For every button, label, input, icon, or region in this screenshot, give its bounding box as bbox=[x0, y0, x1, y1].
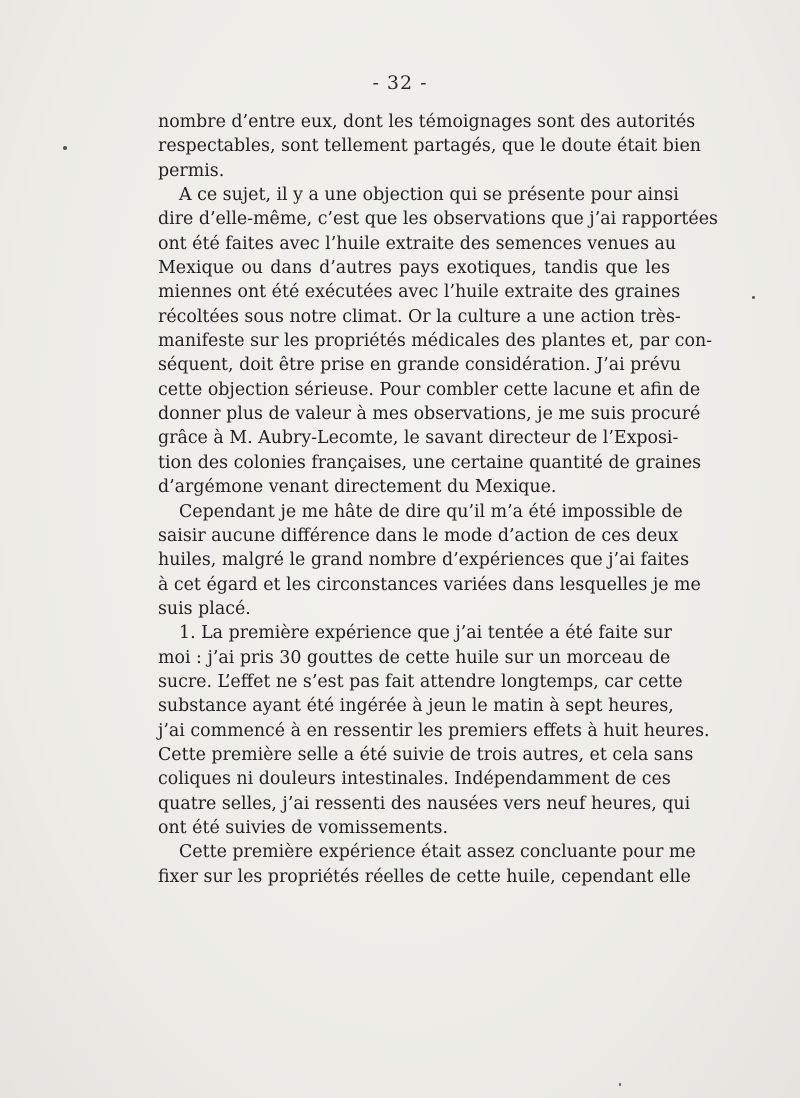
text-line: permis. bbox=[158, 160, 225, 181]
text-line: manifeste sur les propriétés médicales des plantes et, par con- bbox=[158, 331, 713, 352]
text-line: dire d’elle-même, c’est que les observations que j’ai rapportées bbox=[158, 209, 718, 230]
text-line: A ce sujet, il y a une objection qui se présente pour ainsi bbox=[179, 185, 679, 206]
text-line: substance ayant été ingérée à jeun le matin à sept heures, bbox=[158, 696, 674, 717]
body-text bbox=[158, 110, 718, 889]
page-number: - 32 - bbox=[372, 72, 428, 94]
text-line: nombre d’entre eux, dont les témoignages sont des autorités bbox=[158, 112, 696, 132]
text-line: Cependant je me hâte de dire qu’il m’a été impossible de bbox=[179, 501, 683, 522]
text-line: ont été faites avec l’huile extraite des semences venues au bbox=[158, 233, 677, 254]
text-line: j’ai commencé à en ressentir les premiers effets à huit heures. bbox=[158, 720, 710, 741]
text-line: donner plus de valeur à mes observations, je me suis procuré bbox=[158, 404, 701, 425]
text-line: ont été suivies de vomissements. bbox=[158, 817, 448, 838]
scan-speck bbox=[63, 146, 67, 150]
text-line: fixer sur les propriétés réelles de cette huile, cependant elle bbox=[158, 866, 691, 887]
text-line: Cette première expérience était assez concluante pour me bbox=[179, 842, 696, 863]
text-line: d’argémone venant directement du Mexique. bbox=[158, 477, 557, 498]
text-line: sucre. L’effet ne s’est pas fait attendre longtemps, car cette bbox=[158, 671, 683, 692]
text-line: récoltées sous notre climat. Or la culture a une action très- bbox=[158, 306, 681, 327]
text-line: 1. La première expérience que j’ai tentée a été faite sur bbox=[179, 623, 672, 644]
text-line: grâce à M. Aubry-Lecomte, le savant directeur de l’Exposi- bbox=[158, 428, 679, 449]
text-line: Mexique ou dans d’autres pays exotiques, tandis que les bbox=[158, 258, 670, 279]
text-line: à cet égard et les circonstances variées dans lesquelles je me bbox=[158, 574, 701, 595]
text-line: Cette première selle a été suivie de trois autres, et cela sans bbox=[158, 744, 694, 765]
text-line: moi : j’ai pris 30 gouttes de cette huile sur un morceau de bbox=[158, 647, 671, 668]
scan-speck bbox=[619, 1083, 621, 1086]
text-line: quatre selles, j’ai ressenti des nausées vers neuf heures, qui bbox=[158, 793, 691, 814]
text-line: suis placé. bbox=[158, 598, 251, 619]
scan-speck bbox=[752, 296, 755, 299]
text-line: miennes ont été exécutées avec l’huile extraite des graines bbox=[158, 282, 681, 303]
text-line: coliques ni douleurs intestinales. Indépendamment de ces bbox=[158, 769, 671, 790]
text-line: respectables, sont tellement partagés, que le doute était bien bbox=[158, 136, 701, 157]
text-line: huiles, malgré le grand nombre d’expériences que j’ai faites bbox=[158, 550, 690, 571]
text-line: tion des colonies françaises, une certaine quantité de graines bbox=[158, 452, 702, 473]
text-line: cette objection sérieuse. Pour combler cette lacune et afin de bbox=[158, 379, 701, 400]
text-line: saisir aucune différence dans le mode d’action de ces deux bbox=[158, 525, 679, 546]
text-line: séquent, doit être prise en grande considération. J’ai prévu bbox=[158, 355, 681, 376]
